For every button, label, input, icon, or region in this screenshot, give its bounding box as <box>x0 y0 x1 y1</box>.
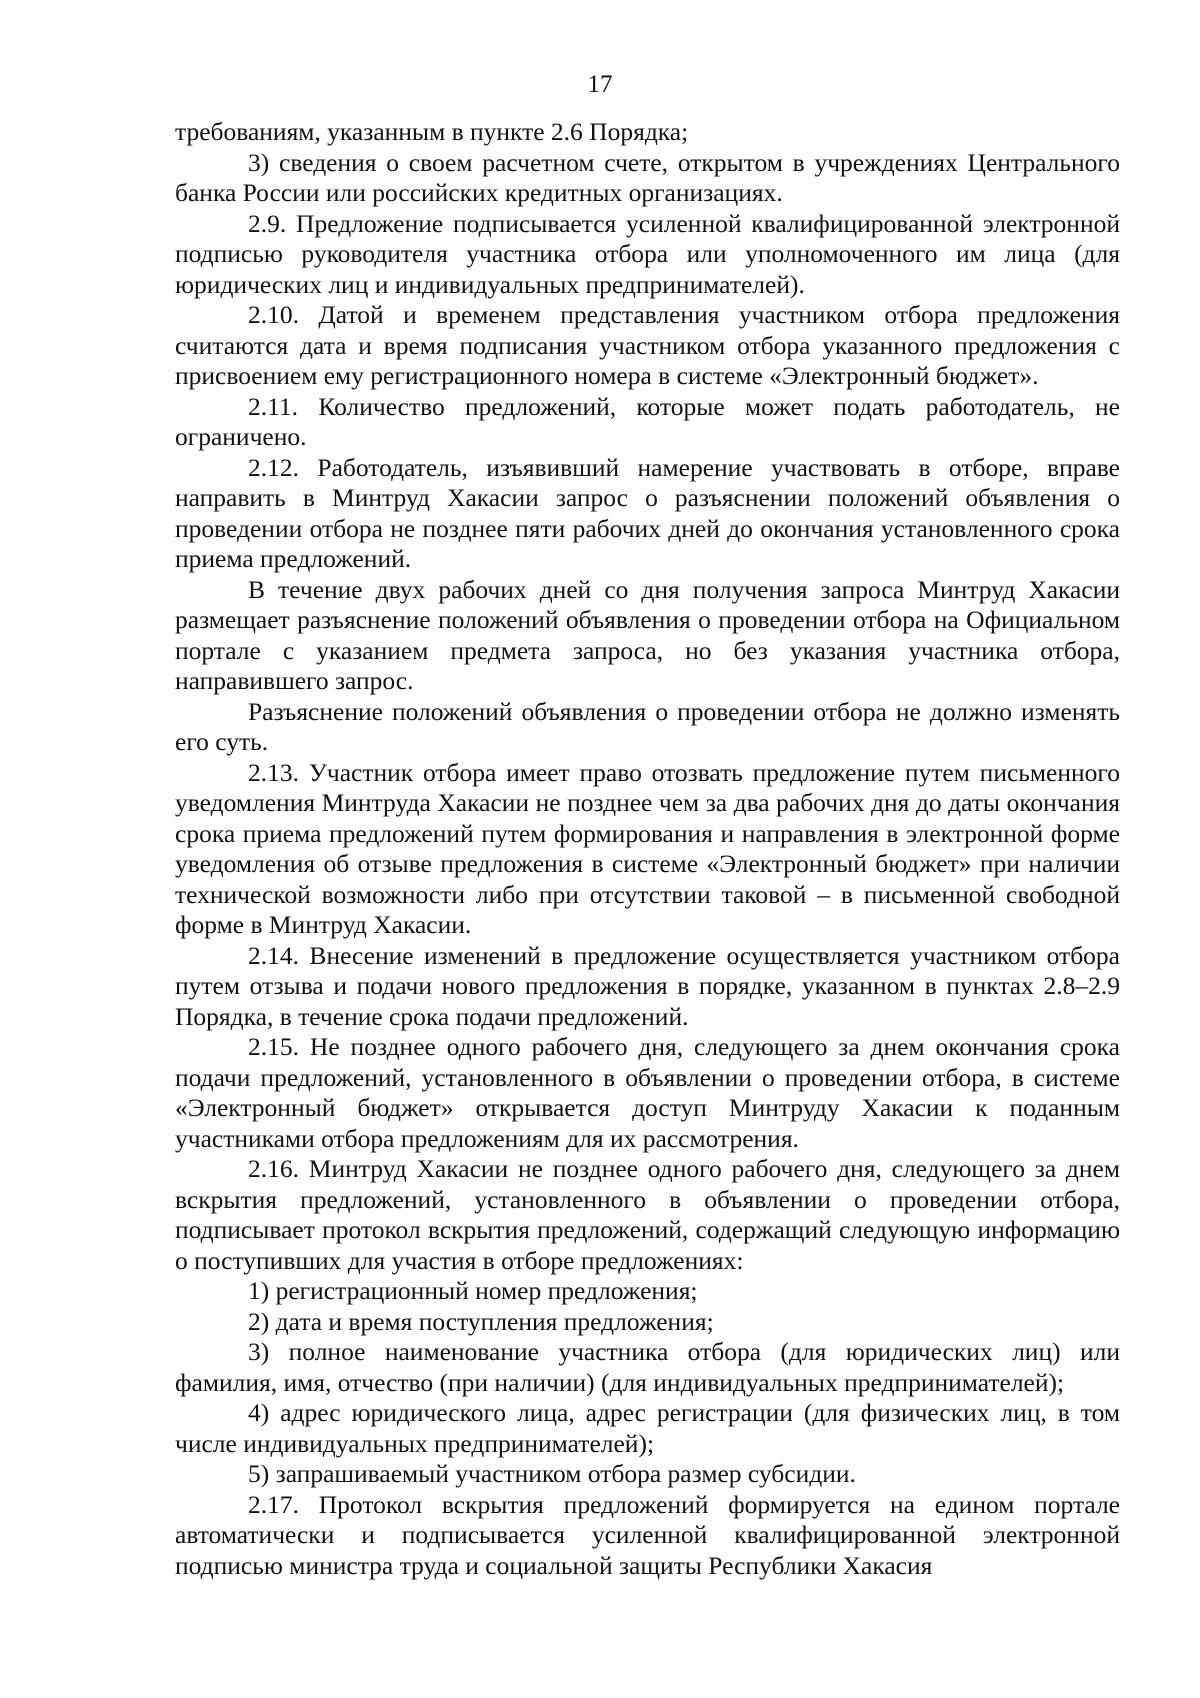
paragraph: 2.9. Предложение подписывается усиленной квалифицированной электронной подписью руководителя участника отбора или уполномоченного им лица (для юридических лиц и индивидуальных предпринимателей). <box>175 208 1120 299</box>
page-number: 17 <box>587 71 613 98</box>
paragraph: 2.17. Протокол вскрытия предложений формируется на едином портале автоматически и подписывается усиленной квалифицированной электронной подписью министра труда и социальной защиты Республики Хакасия <box>175 1489 1120 1580</box>
paragraph: 3) полное наименование участника отбора (для юридических лиц) или фамилия, имя, отчество (при наличии) (для индивидуальных предпринимателей); <box>175 1337 1120 1397</box>
paragraph: требованиям, указанным в пункте 2.6 Порядка; <box>175 117 689 146</box>
paragraph: 5) запрашиваемый участником отбора размер субсидии. <box>248 1459 856 1488</box>
paragraph: 2) дата и время поступления предложения; <box>248 1306 714 1336</box>
paragraph: 2.14. Внесение изменений в предложение осуществляется участником отбора путем отзыва и подачи нового предложения в порядке, указанном в пунктах 2.8–2.9 Порядка, в течение срока подачи предложений. <box>175 940 1120 1031</box>
paragraph: 2.15. Не позднее одного рабочего дня, следующего за днем окончания срока подачи предложений, установленного в объявлении о проведении отбора, в системе «Электронный бюджет» открывается доступ Минтруду Хакасии к поданным участниками отбора предложениям для их рассмотрения. <box>175 1032 1120 1153</box>
paragraph: 4) адрес юридического лица, адрес регистрации (для физических лиц, в том числе индивидуальных предпринимателей); <box>175 1398 1120 1458</box>
paragraph: В течение двух рабочих дней со дня получения запроса Минтруд Хакасии размещает разъяснение положений объявления о проведении отбора на Официальном портале с указанием предмета запроса, но без указания участника отбора, направившего запрос. <box>175 574 1120 695</box>
paragraph: 1) регистрационный номер предложения; <box>248 1276 698 1305</box>
paragraph: 3) сведения о своем расчетном счете, открытом в учреждениях Центрального банка России или российских кредитных организациях. <box>175 147 1120 207</box>
paragraph: 2.12. Работодатель, изъявивший намерение участвовать в отборе, вправе направить в Минтруд Хакасии запрос о разъяснении положений объявления о проведении отбора не позднее пяти рабочих дней до окончания установленного срока приема предложений. <box>175 452 1120 573</box>
paragraph: 2.11. Количество предложений, которые может подать работодатель, не ограничено. <box>175 391 1120 451</box>
paragraph: 2.13. Участник отбора имеет право отозвать предложение путем письменного уведомления Минтруда Хакасии не позднее чем за два рабочих дня до даты окончания срока приема предложений путем формирования и направления в электронной форме уведомления об отзыве предложения в системе «Электронный бюджет» при наличии технической возможности либо при отсутствии таковой – в письменной свободной форме в Минтруд Хакасии. <box>175 757 1120 939</box>
document-body <box>175 117 1120 1581</box>
paragraph: 2.16. Минтруд Хакасии не позднее одного рабочего дня, следующего за днем вскрытия предложений, установленного в объявлении о проведении отбора, подписывает протокол вскрытия предложений, содержащий следующую информацию о поступивших для участия в отборе предложениях: <box>175 1154 1120 1275</box>
paragraph: 2.10. Датой и временем представления участником отбора предложения считаются дата и время подписания участником отбора указанного предложения с присвоением ему регистрационного номера в системе «Электронный бюджет». <box>175 300 1120 390</box>
paragraph: Разъяснение положений объявления о проведении отбора не должно изменять его суть. <box>175 696 1120 756</box>
